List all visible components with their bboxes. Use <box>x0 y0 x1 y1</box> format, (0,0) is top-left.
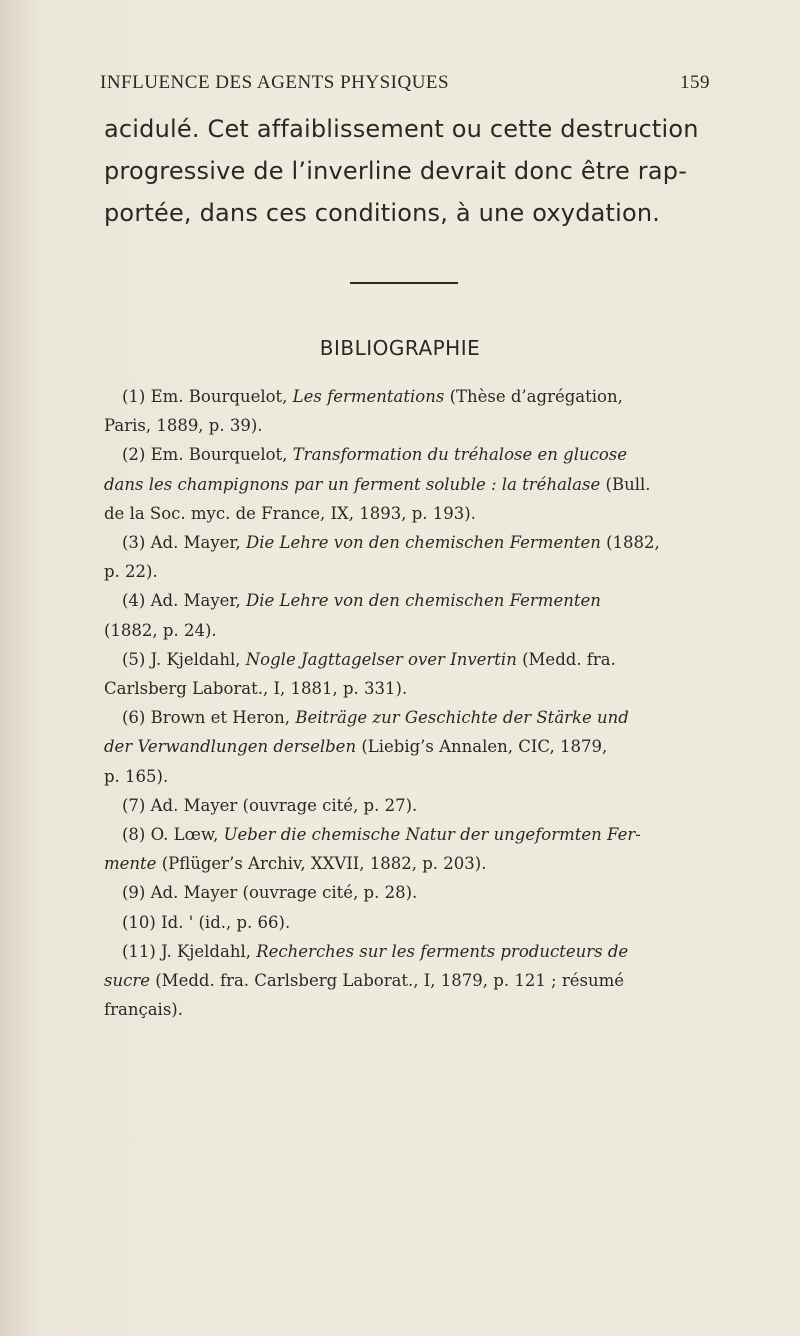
ref-number: (4) <box>122 591 146 611</box>
intro-line: progressive de l’inverline devrait donc être rap- <box>104 157 688 185</box>
ref-title: Die Lehre von den chemischen Fermenten <box>245 533 601 553</box>
ref-number: (2) <box>122 445 146 465</box>
reference-1 <box>104 382 720 440</box>
running-title: INFLUENCE DES AGENTS PHYSIQUES <box>100 72 450 93</box>
reference-5 <box>104 645 720 703</box>
page-number: 159 <box>680 72 710 93</box>
ref-title: mente <box>104 854 157 874</box>
reference-3 <box>104 528 720 586</box>
ref-number: (1) <box>122 387 146 406</box>
ref-author: Brown et Heron, <box>150 708 291 728</box>
ref-details: français). <box>104 1000 183 1020</box>
reference-2 <box>104 440 720 528</box>
ref-title: Ueber die chemische Natur der ungeformten Fer- <box>223 825 641 845</box>
ref-details: (1882, <box>606 533 660 553</box>
ref-details: (Pflüger’s Archiv, XXVII, 1882, p. 203). <box>161 854 487 874</box>
ref-title: dans les champignons par un ferment soluble : la tréhalase <box>104 474 601 494</box>
ref-details: de la Soc. myc. de France, IX, 1893, p. 193). <box>104 503 476 523</box>
ref-title: Nogle Jagttagelser over Invertin <box>245 649 517 669</box>
reference-6 <box>104 703 720 791</box>
ref-number: (9) <box>122 883 146 903</box>
ref-number: (5) <box>122 649 146 669</box>
bibliography-title: BIBLIOGRAPHIE <box>319 336 481 360</box>
ref-title: Les fermentations <box>292 387 445 406</box>
ref-details: (Liebig’s Annalen, CIC, 1879, <box>361 737 608 757</box>
ref-author: Em. Bourquelot, <box>150 387 288 406</box>
ref-author: J. Kjeldahl, <box>150 649 241 669</box>
ref-title: sucre <box>104 971 150 991</box>
ref-title: Die Lehre von den chemischen Fermenten <box>245 591 601 611</box>
reference-4 <box>104 586 720 644</box>
running-header <box>100 72 710 96</box>
ref-details: p. 165). <box>104 766 169 786</box>
reference-7 <box>122 791 720 820</box>
ref-title: der Verwandlungen derselben <box>104 737 357 757</box>
ref-details: (1882, p. 24). <box>104 620 217 640</box>
intro-line: portée, dans ces conditions, à une oxydation. <box>104 199 661 227</box>
reference-9 <box>122 878 720 907</box>
ref-number: (6) <box>122 708 146 728</box>
intro-line: acidulé. Cet affaiblissement ou cette destruction <box>104 115 699 143</box>
ref-text: Ad. Mayer (ouvrage cité, p. 27). <box>150 795 418 815</box>
ref-title: Beiträge zur Geschichte der Stärke und <box>295 708 629 728</box>
ref-author: Em. Bourquelot, <box>150 445 288 465</box>
ref-details: (Thèse d’agrégation, <box>449 387 623 406</box>
bibliography-list <box>104 382 720 1024</box>
ref-author: J. Kjeldahl, <box>161 941 251 961</box>
ref-details: p. 22). <box>104 562 158 582</box>
ref-details: (Medd. fra. <box>522 649 616 669</box>
ref-author: Ad. Mayer, <box>150 591 241 611</box>
reference-11 <box>104 937 720 1025</box>
ref-author: Ad. Mayer, <box>150 533 241 553</box>
intro-paragraph <box>104 108 714 234</box>
ref-details: (Medd. fra. Carlsberg Laborat., I, 1879, p. 121 ; résumé <box>155 971 625 991</box>
ref-title: Transformation du tréhalose en glucose <box>292 445 627 465</box>
ref-number: (3) <box>122 533 146 553</box>
ref-author: O. Lœw, <box>150 825 219 845</box>
ref-number: (10) <box>122 912 156 932</box>
ref-title: Recherches sur les ferments producteurs de <box>256 941 629 961</box>
ref-details: (Bull. <box>605 474 651 494</box>
ref-number: (7) <box>122 795 146 815</box>
section-divider <box>350 282 458 284</box>
ref-number: (11) <box>122 941 156 961</box>
ref-text: Ad. Mayer (ouvrage cité, p. 28). <box>150 883 418 903</box>
ref-number: (8) <box>122 825 146 845</box>
ref-details: Paris, 1889, p. 39). <box>104 416 263 436</box>
ref-text: Id. ' (id., p. 66). <box>161 912 291 932</box>
reference-10 <box>122 908 720 937</box>
reference-8 <box>104 820 720 878</box>
ref-details: Carlsberg Laborat., I, 1881, p. 331). <box>104 679 408 699</box>
